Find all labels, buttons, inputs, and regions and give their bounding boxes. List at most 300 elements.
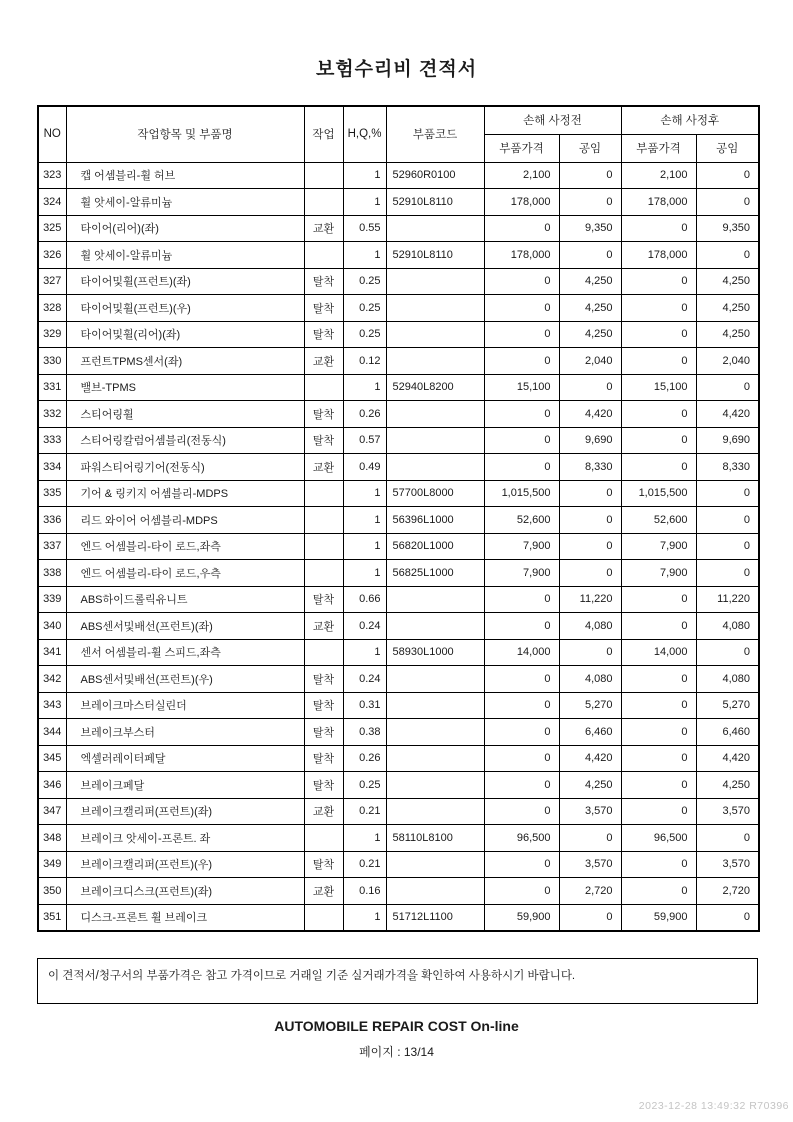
part-code — [386, 401, 484, 428]
work-type: 탈착 — [304, 295, 343, 322]
after-part-price: 178,000 — [621, 242, 696, 269]
part-code — [386, 878, 484, 905]
part-code: 52960R0100 — [386, 162, 484, 189]
table-row — [38, 745, 759, 772]
before-labor: 3,570 — [559, 851, 621, 878]
after-labor: 0 — [696, 162, 759, 189]
item-name: 스티어링휠 — [66, 401, 304, 428]
hq-value: 0.26 — [343, 745, 386, 772]
row-no: 327 — [38, 268, 66, 295]
header-no: NO — [38, 106, 66, 162]
table-row — [38, 692, 759, 719]
after-part-price: 7,900 — [621, 560, 696, 587]
before-part-price: 0 — [484, 745, 559, 772]
work-type: 탈착 — [304, 772, 343, 799]
row-no: 330 — [38, 348, 66, 375]
part-code: 52910L8110 — [386, 242, 484, 269]
before-part-price: 0 — [484, 454, 559, 481]
part-code — [386, 586, 484, 613]
repair-estimate-table — [37, 105, 760, 932]
before-labor: 4,250 — [559, 321, 621, 348]
after-labor: 0 — [696, 507, 759, 534]
table-row — [38, 533, 759, 560]
table-row — [38, 507, 759, 534]
before-part-price: 0 — [484, 878, 559, 905]
item-name: 타이어(리어)(좌) — [66, 215, 304, 242]
notice-box — [37, 958, 758, 1004]
table-row — [38, 666, 759, 693]
hq-value: 1 — [343, 189, 386, 216]
before-part-price: 0 — [484, 427, 559, 454]
item-name: 휠 앗세이-알류미늄 — [66, 189, 304, 216]
hq-value: 1 — [343, 242, 386, 269]
header-work: 작업 — [304, 106, 343, 162]
hq-value: 1 — [343, 560, 386, 587]
work-type — [304, 639, 343, 666]
row-no: 335 — [38, 480, 66, 507]
before-labor: 0 — [559, 533, 621, 560]
part-code — [386, 745, 484, 772]
hq-value: 1 — [343, 639, 386, 666]
after-part-price: 0 — [621, 798, 696, 825]
hq-value: 1 — [343, 904, 386, 931]
after-part-price: 0 — [621, 348, 696, 375]
work-type — [304, 533, 343, 560]
after-part-price: 0 — [621, 878, 696, 905]
part-code: 56396L1000 — [386, 507, 484, 534]
item-name: 엑셀러레이터페달 — [66, 745, 304, 772]
work-type: 탈착 — [304, 666, 343, 693]
item-name: 엔드 어셈블리-타이 로드,좌측 — [66, 533, 304, 560]
after-labor: 0 — [696, 904, 759, 931]
after-labor: 4,080 — [696, 613, 759, 640]
after-labor: 0 — [696, 533, 759, 560]
item-name: 브레이크페달 — [66, 772, 304, 799]
after-part-price: 0 — [621, 666, 696, 693]
table-row — [38, 639, 759, 666]
after-labor: 4,080 — [696, 666, 759, 693]
table-row — [38, 454, 759, 481]
item-name: 브레이크마스터실린더 — [66, 692, 304, 719]
after-part-price: 59,900 — [621, 904, 696, 931]
item-name: 브레이크 앗세이-프론트. 좌 — [66, 825, 304, 852]
before-labor: 4,250 — [559, 295, 621, 322]
item-name: 브레이크디스크(프런트)(좌) — [66, 878, 304, 905]
hq-value: 1 — [343, 533, 386, 560]
row-no: 338 — [38, 560, 66, 587]
after-labor: 2,040 — [696, 348, 759, 375]
work-type — [304, 162, 343, 189]
before-part-price: 0 — [484, 851, 559, 878]
work-type — [304, 374, 343, 401]
hq-value: 1 — [343, 507, 386, 534]
after-part-price: 0 — [621, 427, 696, 454]
after-labor: 6,460 — [696, 719, 759, 746]
item-name: 휠 앗세이-알류미늄 — [66, 242, 304, 269]
before-part-price: 1,015,500 — [484, 480, 559, 507]
row-no: 334 — [38, 454, 66, 481]
part-code — [386, 666, 484, 693]
brand-text: AUTOMOBILE REPAIR COST On-line — [274, 1018, 519, 1034]
table-row — [38, 613, 759, 640]
after-labor: 0 — [696, 639, 759, 666]
row-no: 349 — [38, 851, 66, 878]
row-no: 332 — [38, 401, 66, 428]
before-labor: 0 — [559, 904, 621, 931]
table-row — [38, 719, 759, 746]
work-type: 교환 — [304, 798, 343, 825]
row-no: 341 — [38, 639, 66, 666]
table-row — [38, 268, 759, 295]
before-labor: 9,350 — [559, 215, 621, 242]
part-code: 56825L1000 — [386, 560, 484, 587]
part-code — [386, 427, 484, 454]
item-name: 센서 어셈블리-휠 스피드,좌측 — [66, 639, 304, 666]
before-part-price: 0 — [484, 613, 559, 640]
header-item: 작업항목 및 부품명 — [66, 106, 304, 162]
before-part-price: 15,100 — [484, 374, 559, 401]
row-no: 337 — [38, 533, 66, 560]
row-no: 351 — [38, 904, 66, 931]
hq-value: 1 — [343, 825, 386, 852]
hq-value: 0.31 — [343, 692, 386, 719]
before-part-price: 178,000 — [484, 242, 559, 269]
item-name: 브레이크부스터 — [66, 719, 304, 746]
row-no: 344 — [38, 719, 66, 746]
after-part-price: 7,900 — [621, 533, 696, 560]
table-row — [38, 904, 759, 931]
work-type: 탈착 — [304, 692, 343, 719]
table-row — [38, 401, 759, 428]
hq-value: 0.21 — [343, 798, 386, 825]
before-part-price: 0 — [484, 586, 559, 613]
part-code — [386, 215, 484, 242]
item-name: 밸브-TPMS — [66, 374, 304, 401]
hq-value: 0.24 — [343, 613, 386, 640]
hq-value: 0.25 — [343, 268, 386, 295]
row-no: 328 — [38, 295, 66, 322]
before-labor: 4,420 — [559, 401, 621, 428]
table-row — [38, 586, 759, 613]
hq-value: 0.16 — [343, 878, 386, 905]
after-labor: 4,250 — [696, 321, 759, 348]
row-no: 336 — [38, 507, 66, 534]
part-code: 51712L1100 — [386, 904, 484, 931]
table-row — [38, 798, 759, 825]
before-labor: 8,330 — [559, 454, 621, 481]
after-part-price: 15,100 — [621, 374, 696, 401]
work-type: 교환 — [304, 454, 343, 481]
after-labor: 4,420 — [696, 745, 759, 772]
after-labor: 4,250 — [696, 295, 759, 322]
hq-value: 0.26 — [343, 401, 386, 428]
after-part-price: 14,000 — [621, 639, 696, 666]
before-labor: 0 — [559, 480, 621, 507]
work-type — [304, 560, 343, 587]
row-no: 339 — [38, 586, 66, 613]
table-row — [38, 825, 759, 852]
after-labor: 4,420 — [696, 401, 759, 428]
row-no: 325 — [38, 215, 66, 242]
print-timestamp: 2023-12-28 13:49:32 R70396 — [638, 1100, 789, 1112]
item-name: 브레이크캘리퍼(프런트)(좌) — [66, 798, 304, 825]
before-labor: 4,250 — [559, 268, 621, 295]
after-labor: 0 — [696, 480, 759, 507]
part-code — [386, 454, 484, 481]
item-name: ABS하이드롤릭유니트 — [66, 586, 304, 613]
notice-text: 이 견적서/청구서의 부품가격은 참고 가격이므로 거래일 기준 실거래가격을 확인하여 사용하시기 바랍니다. — [48, 970, 576, 982]
row-no: 342 — [38, 666, 66, 693]
item-name: 리드 와이어 어셈블리-MDPS — [66, 507, 304, 534]
after-labor: 3,570 — [696, 851, 759, 878]
row-no: 345 — [38, 745, 66, 772]
before-labor: 6,460 — [559, 719, 621, 746]
after-part-price: 0 — [621, 851, 696, 878]
hq-value: 0.57 — [343, 427, 386, 454]
work-type: 교환 — [304, 878, 343, 905]
before-part-price: 0 — [484, 772, 559, 799]
header-after-part-price: 부품가격 — [621, 134, 696, 162]
hq-value: 0.49 — [343, 454, 386, 481]
table-body — [38, 162, 759, 931]
table-row — [38, 878, 759, 905]
table-row — [38, 348, 759, 375]
before-part-price: 0 — [484, 401, 559, 428]
item-name: 캡 어셈블리-휠 허브 — [66, 162, 304, 189]
before-labor: 3,570 — [559, 798, 621, 825]
work-type — [304, 507, 343, 534]
before-part-price: 52,600 — [484, 507, 559, 534]
after-part-price: 0 — [621, 692, 696, 719]
row-no: 329 — [38, 321, 66, 348]
table-row — [38, 242, 759, 269]
before-part-price: 96,500 — [484, 825, 559, 852]
before-labor: 5,270 — [559, 692, 621, 719]
hq-value: 1 — [343, 480, 386, 507]
hq-value: 0.38 — [343, 719, 386, 746]
before-part-price: 0 — [484, 666, 559, 693]
row-no: 326 — [38, 242, 66, 269]
hq-value: 0.25 — [343, 772, 386, 799]
after-part-price: 0 — [621, 215, 696, 242]
after-labor: 4,250 — [696, 772, 759, 799]
before-labor: 2,720 — [559, 878, 621, 905]
before-part-price: 59,900 — [484, 904, 559, 931]
after-part-price: 0 — [621, 719, 696, 746]
part-code — [386, 719, 484, 746]
row-no: 324 — [38, 189, 66, 216]
before-labor: 0 — [559, 162, 621, 189]
row-no: 343 — [38, 692, 66, 719]
before-labor: 0 — [559, 825, 621, 852]
hq-value: 0.21 — [343, 851, 386, 878]
before-labor: 4,420 — [559, 745, 621, 772]
item-name: 브레이크캘리퍼(프런트)(우) — [66, 851, 304, 878]
after-labor: 9,690 — [696, 427, 759, 454]
item-name: ABS센서및배선(프런트)(우) — [66, 666, 304, 693]
before-labor: 0 — [559, 507, 621, 534]
after-part-price: 0 — [621, 745, 696, 772]
after-part-price: 1,015,500 — [621, 480, 696, 507]
after-labor: 4,250 — [696, 268, 759, 295]
after-labor: 0 — [696, 242, 759, 269]
hq-value: 1 — [343, 374, 386, 401]
header-hq: H,Q,% — [343, 106, 386, 162]
before-part-price: 0 — [484, 348, 559, 375]
before-part-price: 14,000 — [484, 639, 559, 666]
table-row — [38, 321, 759, 348]
header-before-labor: 공임 — [559, 134, 621, 162]
after-part-price: 0 — [621, 268, 696, 295]
table-row — [38, 162, 759, 189]
hq-value: 1 — [343, 162, 386, 189]
part-code — [386, 613, 484, 640]
header-before-part-price: 부품가격 — [484, 134, 559, 162]
work-type: 교환 — [304, 215, 343, 242]
row-no: 340 — [38, 613, 66, 640]
work-type: 탈착 — [304, 401, 343, 428]
hq-value: 0.55 — [343, 215, 386, 242]
item-name: 기어 & 링키지 어셈블리-MDPS — [66, 480, 304, 507]
before-part-price: 7,900 — [484, 560, 559, 587]
after-labor: 5,270 — [696, 692, 759, 719]
before-labor: 4,080 — [559, 613, 621, 640]
after-part-price: 178,000 — [621, 189, 696, 216]
work-type: 교환 — [304, 348, 343, 375]
row-no: 347 — [38, 798, 66, 825]
row-no: 323 — [38, 162, 66, 189]
table-row — [38, 480, 759, 507]
hq-value: 0.12 — [343, 348, 386, 375]
after-part-price: 0 — [621, 321, 696, 348]
item-name: 타이어및휠(리어)(좌) — [66, 321, 304, 348]
part-code: 57700L8000 — [386, 480, 484, 507]
before-labor: 0 — [559, 639, 621, 666]
row-no: 348 — [38, 825, 66, 852]
part-code: 52910L8110 — [386, 189, 484, 216]
after-part-price: 52,600 — [621, 507, 696, 534]
part-code: 58930L1000 — [386, 639, 484, 666]
before-part-price: 7,900 — [484, 533, 559, 560]
item-name: 파워스티어링기어(전동식) — [66, 454, 304, 481]
before-labor: 11,220 — [559, 586, 621, 613]
hq-value: 0.24 — [343, 666, 386, 693]
after-labor: 0 — [696, 560, 759, 587]
after-part-price: 0 — [621, 613, 696, 640]
work-type: 탈착 — [304, 427, 343, 454]
part-code — [386, 348, 484, 375]
before-part-price: 2,100 — [484, 162, 559, 189]
item-name: 엔드 어셈블리-타이 로드,우측 — [66, 560, 304, 587]
before-part-price: 0 — [484, 719, 559, 746]
item-name: 타이어및휠(프런트)(좌) — [66, 268, 304, 295]
part-code: 52940L8200 — [386, 374, 484, 401]
table-row — [38, 560, 759, 587]
item-name: 프런트TPMS센서(좌) — [66, 348, 304, 375]
before-labor: 0 — [559, 242, 621, 269]
table-row — [38, 772, 759, 799]
work-type: 탈착 — [304, 719, 343, 746]
after-part-price: 96,500 — [621, 825, 696, 852]
part-code — [386, 295, 484, 322]
header-before-assessment: 손해 사정전 — [484, 106, 621, 134]
part-code — [386, 692, 484, 719]
after-part-price: 0 — [621, 772, 696, 799]
item-name: 타이어및휠(프런트)(우) — [66, 295, 304, 322]
work-type: 탈착 — [304, 851, 343, 878]
after-part-price: 0 — [621, 295, 696, 322]
before-part-price: 178,000 — [484, 189, 559, 216]
row-no: 333 — [38, 427, 66, 454]
before-labor: 0 — [559, 374, 621, 401]
after-part-price: 2,100 — [621, 162, 696, 189]
part-code — [386, 851, 484, 878]
row-no: 331 — [38, 374, 66, 401]
table-row — [38, 851, 759, 878]
before-labor: 9,690 — [559, 427, 621, 454]
table-row — [38, 189, 759, 216]
part-code — [386, 268, 484, 295]
row-no: 346 — [38, 772, 66, 799]
after-part-price: 0 — [621, 586, 696, 613]
work-type — [304, 480, 343, 507]
before-part-price: 0 — [484, 798, 559, 825]
table-row — [38, 295, 759, 322]
before-part-price: 0 — [484, 321, 559, 348]
item-name: 스티어링칼럼어셈블리(전동식) — [66, 427, 304, 454]
after-part-price: 0 — [621, 454, 696, 481]
table-row — [38, 215, 759, 242]
work-type: 교환 — [304, 613, 343, 640]
before-labor: 2,040 — [559, 348, 621, 375]
part-code — [386, 321, 484, 348]
part-code: 56820L1000 — [386, 533, 484, 560]
after-labor: 9,350 — [696, 215, 759, 242]
work-type: 탈착 — [304, 586, 343, 613]
hq-value: 0.25 — [343, 321, 386, 348]
hq-value: 0.25 — [343, 295, 386, 322]
before-labor: 0 — [559, 560, 621, 587]
header-after-labor: 공임 — [696, 134, 759, 162]
page-title: 보험수리비 견적서 — [315, 59, 478, 80]
hq-value: 0.66 — [343, 586, 386, 613]
after-labor: 0 — [696, 374, 759, 401]
work-type: 탈착 — [304, 321, 343, 348]
before-part-price: 0 — [484, 215, 559, 242]
item-name: ABS센서및배선(프런트)(좌) — [66, 613, 304, 640]
table-row — [38, 374, 759, 401]
row-no: 350 — [38, 878, 66, 905]
table-header — [38, 106, 759, 162]
work-type — [304, 242, 343, 269]
item-name: 디스크-프론트 휠 브레이크 — [66, 904, 304, 931]
after-part-price: 0 — [621, 401, 696, 428]
after-labor: 3,570 — [696, 798, 759, 825]
after-labor: 2,720 — [696, 878, 759, 905]
after-labor: 8,330 — [696, 454, 759, 481]
work-type: 탈착 — [304, 745, 343, 772]
part-code — [386, 772, 484, 799]
work-type — [304, 189, 343, 216]
before-part-price: 0 — [484, 295, 559, 322]
before-part-price: 0 — [484, 692, 559, 719]
before-part-price: 0 — [484, 268, 559, 295]
table-row — [38, 427, 759, 454]
header-after-assessment: 손해 사정후 — [621, 106, 759, 134]
after-labor: 0 — [696, 189, 759, 216]
after-labor: 11,220 — [696, 586, 759, 613]
work-type: 탈착 — [304, 268, 343, 295]
